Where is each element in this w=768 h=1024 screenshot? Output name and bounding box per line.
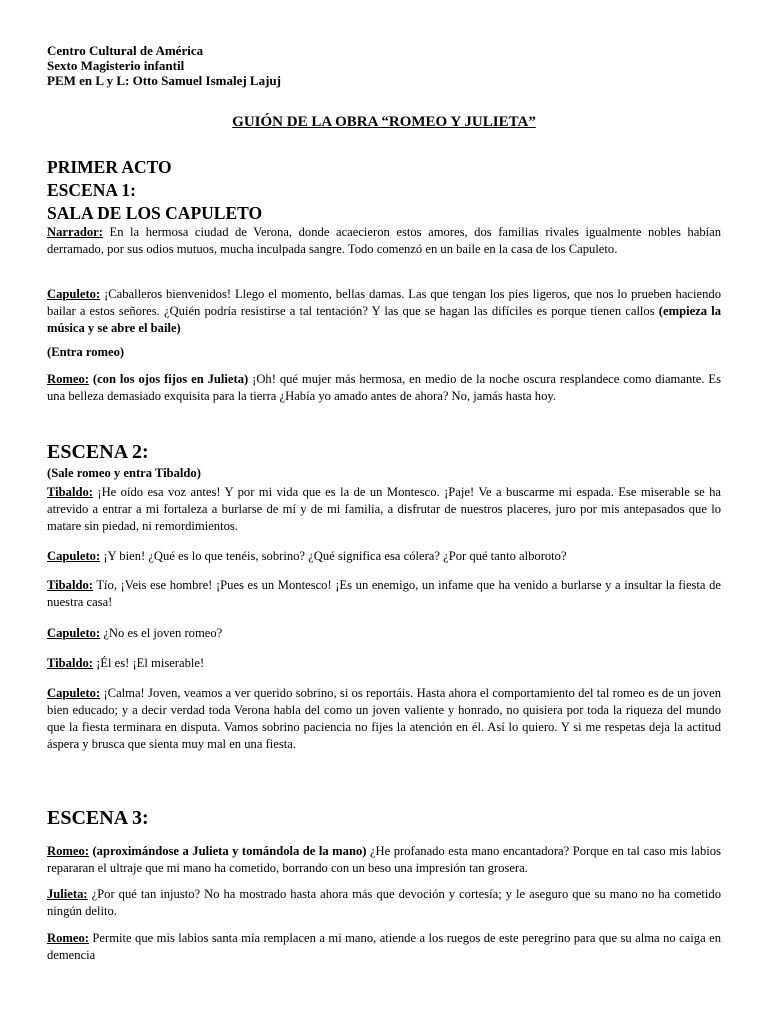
dialogue-paragraph (47, 224, 721, 258)
dialogue-paragraph (47, 843, 721, 877)
speaker-name: Capuleto: (47, 686, 101, 700)
dialogue-paragraph (47, 930, 721, 964)
dialogue-paragraph (47, 577, 721, 611)
scene-2-heading: ESCENA 2: (47, 441, 149, 463)
speaker-name: Capuleto: (47, 626, 101, 640)
dialogue-text: ¡Él es! ¡El miserable! (92, 656, 205, 670)
dialogue-text: ¡Oh! qué mujer más hermosa, en medio de la noche oscura resplandece como diamante. Es una belleza demasiado exquisita para la tierra ¿Había yo amado antes de ahora? No, jamás hasta hoy. (47, 372, 721, 403)
speaker-name: Tibaldo: (47, 485, 93, 499)
dialogue-text: ¡Y bien! ¿Qué es lo que tenéis, sobrino? ¿Qué significa esa cólera? ¿Por qué tanto alboroto? (100, 549, 567, 563)
speaker-name: Capuleto: (47, 549, 101, 563)
dialogue-text: Tío, ¡Veis ese hombre! ¡Pues es un Montesco! ¡Es un enemigo, un infame que ha venido a burlarse y a insultar la fiesta de nuestra casa! (47, 578, 721, 609)
dialogue-paragraph (47, 625, 721, 642)
header-institution: Centro Cultural de América (47, 43, 204, 58)
document-title: GUIÓN DE LA OBRA “ROMEO Y JULIETA” (232, 114, 536, 130)
dialogue-text: En la hermosa ciudad de Verona, donde acaecieron estos amores, dos familias rivales igualmente nobles habían derramado, por sus odios mutuos, mucha inculpada sangre. Todo comenzó en un baile en la casa de los Capuleto. (47, 225, 721, 256)
dialogue-paragraph (47, 286, 721, 337)
speaker-name: Capuleto: (47, 287, 101, 301)
dialogue-paragraph (47, 886, 721, 920)
dialogue-text: ¿Por qué tan injusto? No ha mostrado hasta ahora más que devoción y cortesía; y le aseguro que su mano no ha cometido ningún delito. (47, 887, 721, 918)
dialogue-text: Permite que mis labios santa mía remplacen a mi mano, atiende a los ruegos de este peregrino para que su alma no caiga en demencia (47, 931, 721, 962)
stage-direction: (con los ojos fijos en Julieta) (88, 372, 249, 386)
dialogue-paragraph (47, 371, 721, 405)
stage-direction: (Sale romeo y entra Tibaldo) (47, 466, 201, 480)
speaker-name: Tibaldo: (47, 578, 93, 592)
stage-direction: (empieza la música y se abre el baile) (47, 304, 721, 335)
scene-1-setting: SALA DE LOS CAPULETO (47, 203, 263, 223)
dialogue-paragraph (47, 548, 721, 565)
dialogue-paragraph (47, 685, 721, 753)
dialogue-text: ¡Caballeros bienvenidos! Llego el momento, bellas damas. Las que tengan los pies ligeros, que nos lo prueben haciendo bailar a estos señores. ¿Quién podría resistirse a tal tentación? Y las que se hagan las difíciles es porque tienen callos (47, 287, 721, 318)
speaker-name: Tibaldo: (47, 656, 93, 670)
speaker-name: Narrador: (47, 225, 103, 239)
dialogue-text: ¿He profanado esta mano encantadora? Porque en tal caso mis labios repararan el ultraje que mi mano ha cometido, borrando con un beso una impresión tan grosera. (47, 844, 721, 875)
scene-1-heading: ESCENA 1: (47, 180, 136, 200)
dialogue-text: ¡Calma! Joven, veamos a ver querido sobrino, si os reportáis. Hasta ahora el comportamiento del tal romeo es de un joven bien educado; y a decir verdad toda Verona habla del como un joven valiente y honrado, no quisiera por toda la riqueza del mundo que la fiesta terminara en disputa. Vamos sobrino paciencia no fijes la atención en él. Así lo quiero. Y si me respetas deja la actitud áspera y brusca que sienta muy mal en una fiesta. (47, 686, 721, 751)
act-heading: PRIMER ACTO (47, 157, 172, 177)
speaker-name: Julieta: (47, 887, 88, 901)
header-grade: Sexto Magisterio infantil (47, 58, 185, 73)
stage-direction: (aproximándose a Julieta y tomándola de la mano) (88, 844, 367, 858)
speaker-name: Romeo: (47, 844, 89, 858)
speaker-name: Romeo: (47, 372, 89, 386)
scene-3-heading: ESCENA 3: (47, 807, 149, 829)
document-header (47, 43, 281, 88)
dialogue-text: ¡He oído esa voz antes! Y por mi vida que es la de un Montesco. ¡Paje! Ve a buscarme mi espada. Ese miserable se ha atrevido a entrar a mi fortaleza a burlarse de mí y de mi familia, a disfrutar de nuestros placeres, juro por mis antepasados que lo matare sin piedad, ni remordimientos. (47, 485, 721, 533)
speaker-name: Romeo: (47, 931, 89, 945)
stage-direction: (Entra romeo) (47, 345, 125, 359)
dialogue-paragraph (47, 484, 721, 535)
header-teacher: PEM en L y L: Otto Samuel Ismalej Lajuj (47, 73, 281, 88)
dialogue-text: ¿No es el joven romeo? (100, 626, 223, 640)
dialogue-paragraph (47, 655, 721, 672)
